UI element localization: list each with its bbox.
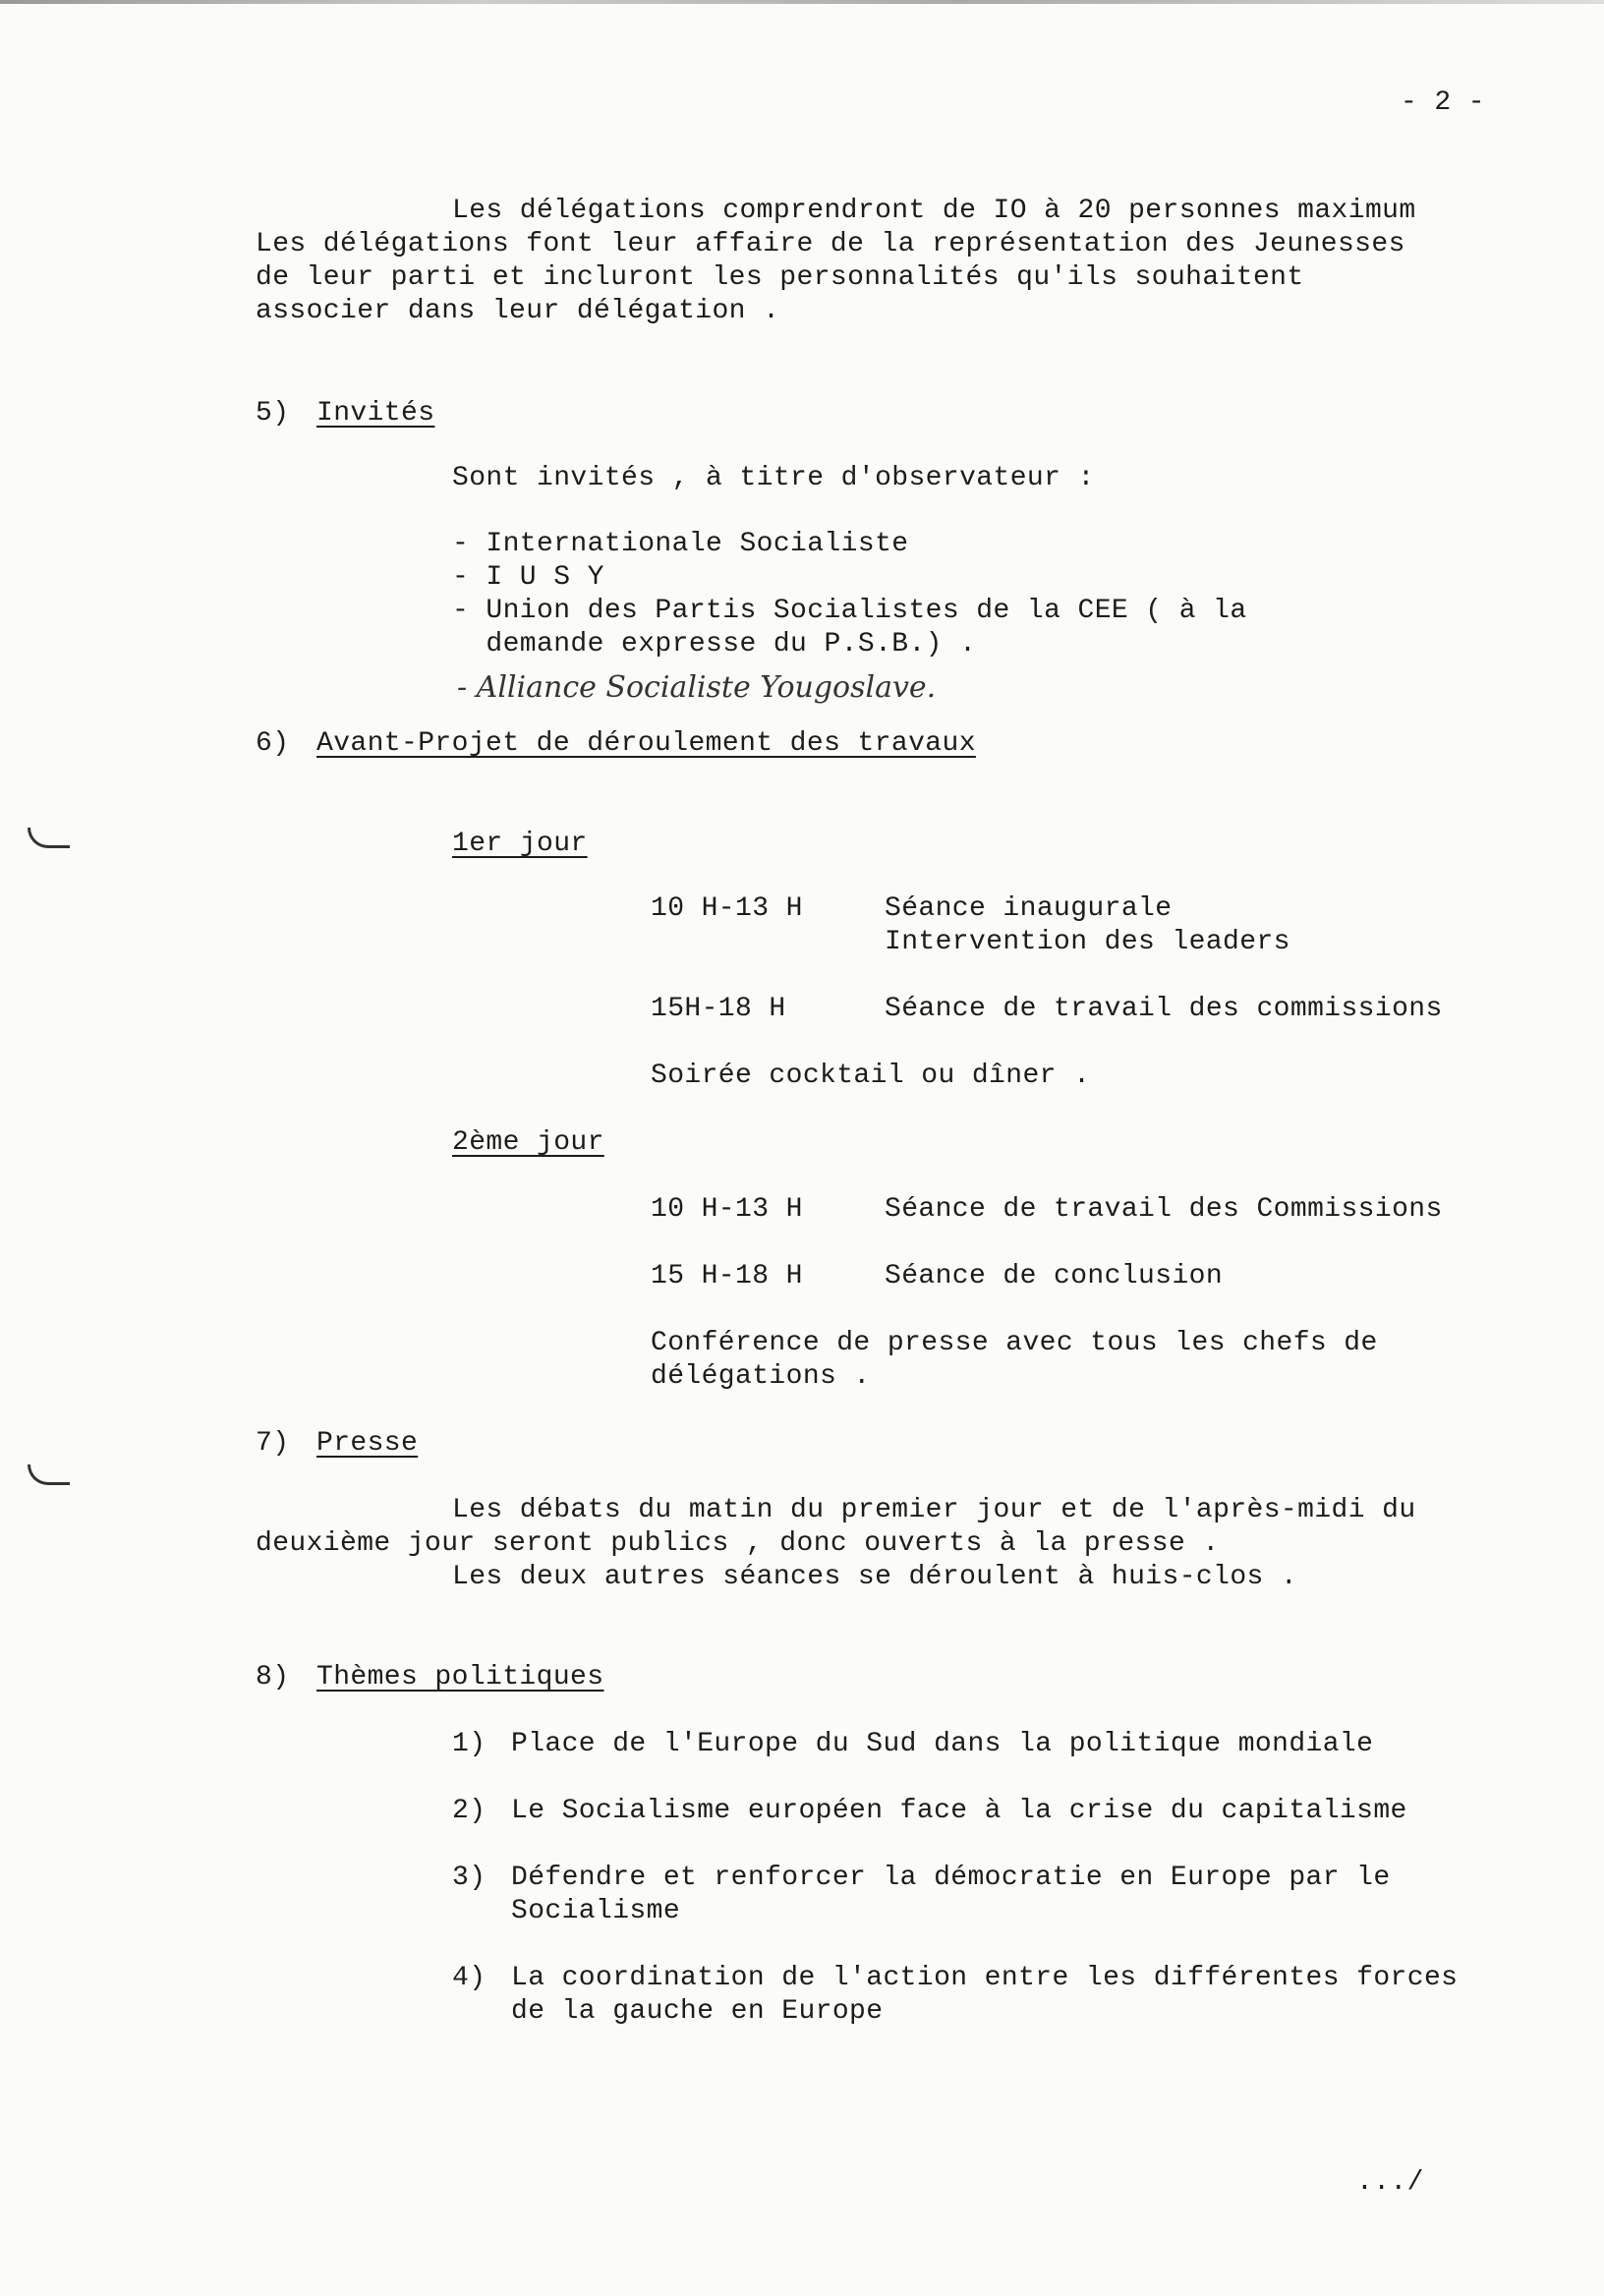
day1-row2-text: Séance de travail des commissions <box>885 994 1443 1024</box>
continuation-mark: .../ <box>1356 2167 1424 2198</box>
day1-row2-time: 15H-18 H <box>651 994 786 1024</box>
intro-line-2: Les délégations font leur affaire de la représentation des Jeunesses <box>256 229 1405 259</box>
section5-item-3: - Union des Partis Socialistes de la CEE ( à la <box>452 596 1247 626</box>
theme-4-number: 4) <box>452 1963 487 1993</box>
section5-number: 5) <box>256 398 290 429</box>
handwritten-note: - Alliance Socialiste Yougoslave. <box>457 670 937 705</box>
intro-line-3: de leur parti et incluront les personnalités qu'ils souhaitent <box>256 262 1304 293</box>
day1-title: 1er jour <box>452 829 588 859</box>
theme-4-line-2: de la gauche en Europe <box>511 1996 884 2027</box>
section7-title: Presse <box>316 1428 419 1459</box>
page-number: - 2 - <box>1401 87 1486 118</box>
section7-line-1: Les débats du matin du premier jour et de l'après-midi du <box>452 1495 1416 1525</box>
scan-edge <box>0 0 1604 4</box>
day2-title: 2ème jour <box>452 1127 604 1158</box>
section5-item-4: demande expresse du P.S.B.) . <box>452 629 977 660</box>
day1-row1-text: Séance inaugurale <box>885 893 1173 924</box>
section5-title: Invités <box>316 398 435 429</box>
section5-lead: Sont invités , à titre d'observateur : <box>452 463 1095 493</box>
day2-row2-text: Séance de conclusion <box>885 1261 1224 1292</box>
day2-row2-time: 15 H-18 H <box>651 1261 803 1292</box>
day2-row1-time: 10 H-13 H <box>651 1194 803 1225</box>
section8-title: Thèmes politiques <box>316 1662 604 1693</box>
theme-3-number: 3) <box>452 1863 487 1893</box>
punch-hole-mark <box>28 828 70 848</box>
section5-item-1: - Internationale Socialiste <box>452 529 909 559</box>
theme-1-number: 1) <box>452 1729 487 1759</box>
intro-line-1: Les délégations comprendront de IO à 20 personnes maximum <box>452 196 1416 226</box>
day2-note-line-1: Conférence de presse avec tous les chefs de <box>651 1328 1378 1358</box>
theme-1-line-1: Place de l'Europe du Sud dans la politique mondiale <box>511 1729 1374 1759</box>
day1-note: Soirée cocktail ou dîner . <box>651 1061 1091 1091</box>
section7-number: 7) <box>256 1428 290 1459</box>
section6-title: Avant-Projet de déroulement des travaux <box>316 728 976 759</box>
day1-row1-text2: Intervention des leaders <box>885 927 1290 957</box>
section7-line-2: deuxième jour seront publics , donc ouverts à la presse . <box>256 1528 1220 1559</box>
theme-3-line-1: Défendre et renforcer la démocratie en Europe par le <box>511 1863 1391 1893</box>
day2-note-line-2: délégations . <box>651 1361 871 1392</box>
section5-item-2: - I U S Y <box>452 562 604 593</box>
intro-line-4: associer dans leur délégation . <box>256 296 780 326</box>
theme-4-line-1: La coordination de l'action entre les différentes forces <box>511 1963 1459 1993</box>
day1-row1-time: 10 H-13 H <box>651 893 803 924</box>
theme-2-line-1: Le Socialisme européen face à la crise du capitalisme <box>511 1796 1407 1826</box>
punch-hole-mark <box>28 1464 70 1485</box>
theme-3-line-2: Socialisme <box>511 1896 681 1926</box>
section6-number: 6) <box>256 728 290 759</box>
section7-line-3: Les deux autres séances se déroulent à huis-clos . <box>452 1562 1298 1592</box>
theme-2-number: 2) <box>452 1796 487 1826</box>
section8-number: 8) <box>256 1662 290 1693</box>
day2-row1-text: Séance de travail des Commissions <box>885 1194 1443 1225</box>
